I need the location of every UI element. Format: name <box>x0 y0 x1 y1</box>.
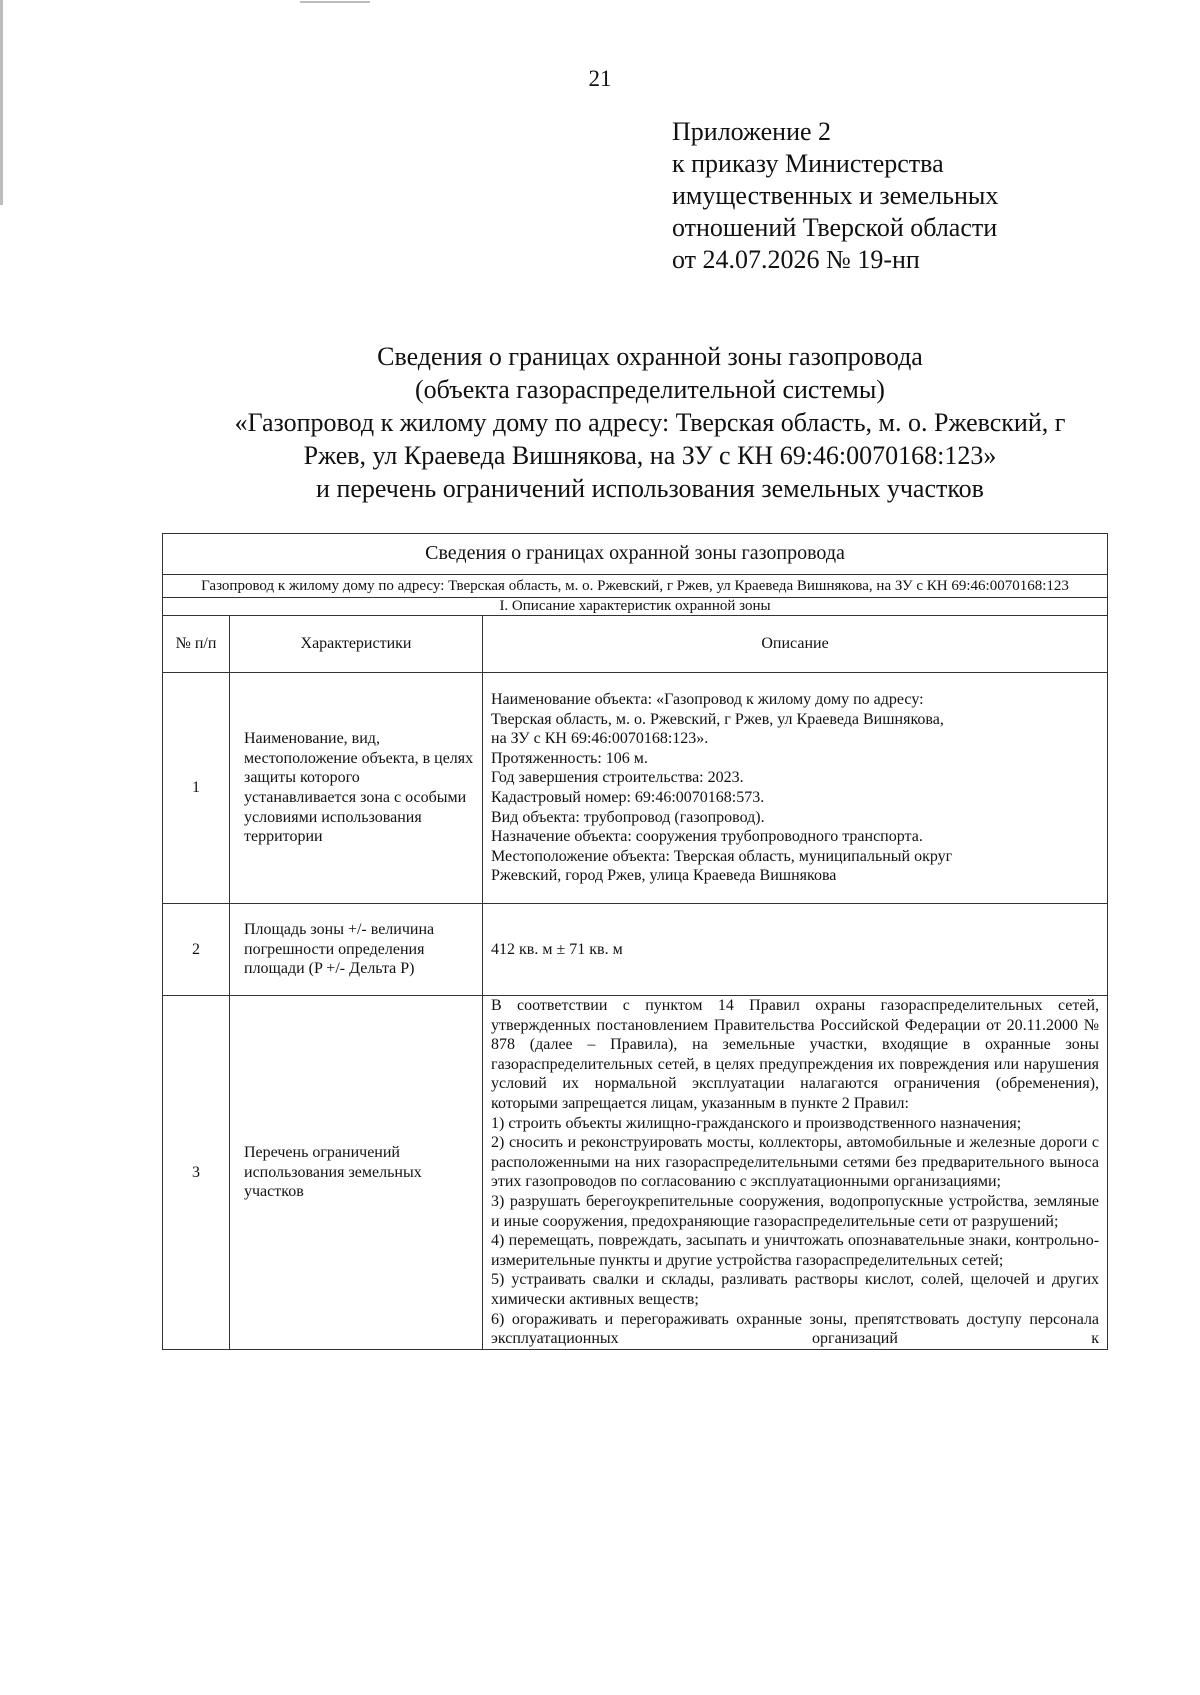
row-number: 1 <box>163 673 230 904</box>
annex-line: от 24.07.2026 № 19-нп <box>672 245 920 274</box>
table-section-row <box>163 598 1108 616</box>
table-object-header: Газопровод к жилому дому по адресу: Тверская область, м. о. Ржевский, г Ржев, ул Краеведа Вишнякова, на ЗУ с КН 69:46:0070168:123 <box>163 575 1108 598</box>
table-main-header: Сведения о границах охранной зоны газопровода <box>163 534 1108 575</box>
title-line: Сведения о границах охранной зоны газопровода <box>377 342 923 371</box>
scan-edge-mark <box>300 1 370 3</box>
description-paragraph: 6) огораживать и перегораживать охранные зоны, препятствовать доступу персонала эксплуатационных организаций к <box>491 1310 1100 1348</box>
description-paragraph: 3) разрушать берегоукрепительные сооружения, водопропускные устройства, земляные и иные сооружения, предохраняющие газораспределительные сети от разрушений; <box>491 1192 1100 1230</box>
row-characteristic: Перечень ограничений использования земельных участков <box>230 996 483 1350</box>
description-line: Протяженность: 106 м. <box>491 749 648 767</box>
table-row <box>163 904 1108 996</box>
title-line: Ржев, ул Краеведа Вишнякова, на ЗУ с КН 69:46:0070168:123» <box>303 441 997 470</box>
description-paragraph: 2) сносить и реконструировать мосты, коллекторы, автомобильные и железные дороги с расположенными на них газораспределительными сетями без предварительного выноса этих газопроводов по согласованию с эксплуатационными организациями; <box>491 1134 1100 1191</box>
description-line: Вид объекта: трубопровод (газопровод). <box>491 808 765 826</box>
description-line: на ЗУ с КН 69:46:0070168:123». <box>491 730 709 748</box>
column-header-description: Описание <box>483 616 1108 673</box>
description-line: Наименование объекта: «Газопровод к жилому дому по адресу: <box>491 691 924 709</box>
scan-edge-mark <box>0 0 3 205</box>
description-line: Ржевский, город Ржев, улица Краеведа Вишнякова <box>491 867 837 885</box>
row-characteristic: Площадь зоны +/- величина погрешности определения площади (P +/- Дельта P) <box>230 904 483 996</box>
annex-block <box>672 116 998 276</box>
table-row <box>163 673 1108 904</box>
table-header-row <box>163 534 1108 575</box>
description-paragraph: 4) перемещать, повреждать, засыпать и уничтожать опознавательные знаки, контрольно-измерительные пункты и другие устройства газораспределительных сетей; <box>491 1232 1100 1269</box>
title-line: и перечень ограничений использования земельных участков <box>316 474 984 503</box>
description-line: Год завершения строительства: 2023. <box>491 769 744 787</box>
description-line: Местоположение объекта: Тверская область, муниципальный округ <box>491 847 953 865</box>
table-column-headers <box>163 616 1108 673</box>
document-title <box>150 340 1150 505</box>
title-line: (объекта газораспределительной системы) <box>415 375 885 404</box>
row-description <box>483 996 1108 1350</box>
row-description <box>483 673 1108 904</box>
protection-zone-table <box>162 533 1108 1350</box>
annex-line: отношений Тверской области <box>672 213 998 242</box>
row-characteristic: Наименование, вид, местоположение объекта, в целях защиты которого устанавливается зона с особыми условиями использования территории <box>230 673 483 904</box>
row-number: 3 <box>163 996 230 1350</box>
table-section-title: I. Описание характеристик охранной зоны <box>163 598 1108 616</box>
title-line: «Газопровод к жилому дому по адресу: Тверская область, м. о. Ржевский, г <box>234 408 1066 437</box>
page-number: 21 <box>588 66 612 91</box>
column-header-num: № п/п <box>163 616 230 673</box>
table-object-row <box>163 575 1108 598</box>
annex-line: к приказу Министерства <box>672 149 944 178</box>
row-number: 2 <box>163 904 230 996</box>
annex-line: имущественных и земельных <box>672 181 999 210</box>
description-line: Назначение объекта: сооружения трубопроводного транспорта. <box>491 828 923 846</box>
row-description: 412 кв. м ± 71 кв. м <box>483 904 1108 996</box>
annex-line: Приложение 2 <box>672 117 832 146</box>
description-paragraph: 1) строить объекты жилищно-гражданского и производственного назначения; <box>491 1114 1022 1132</box>
description-paragraph: В соответствии с пунктом 14 Правил охраны газораспределительных сетей, утвержденных постановлением Правительства Российской Федерации от 20.11.2000 № 878 (далее – Правила), на земельные участки, входящие в охранные зоны газораспределительных сетей, в целях предупреждения их повреждения или нарушения условий их нормальной эксплуатации налагаются ограничения (обременения), которыми запрещается лицам, указанным в пункте 2 Правил: <box>491 997 1100 1112</box>
description-paragraph: 5) устраивать свалки и склады, разливать растворы кислот, солей, щелочей и других химически активных веществ; <box>491 1271 1100 1308</box>
description-line: Кадастровый номер: 69:46:0070168:573. <box>491 789 765 806</box>
table-row <box>163 996 1108 1350</box>
column-header-characteristic: Характеристики <box>230 616 483 673</box>
description-line: Тверская область, м. о. Ржевский, г Ржев, ул Краеведа Вишнякова, <box>491 710 944 728</box>
